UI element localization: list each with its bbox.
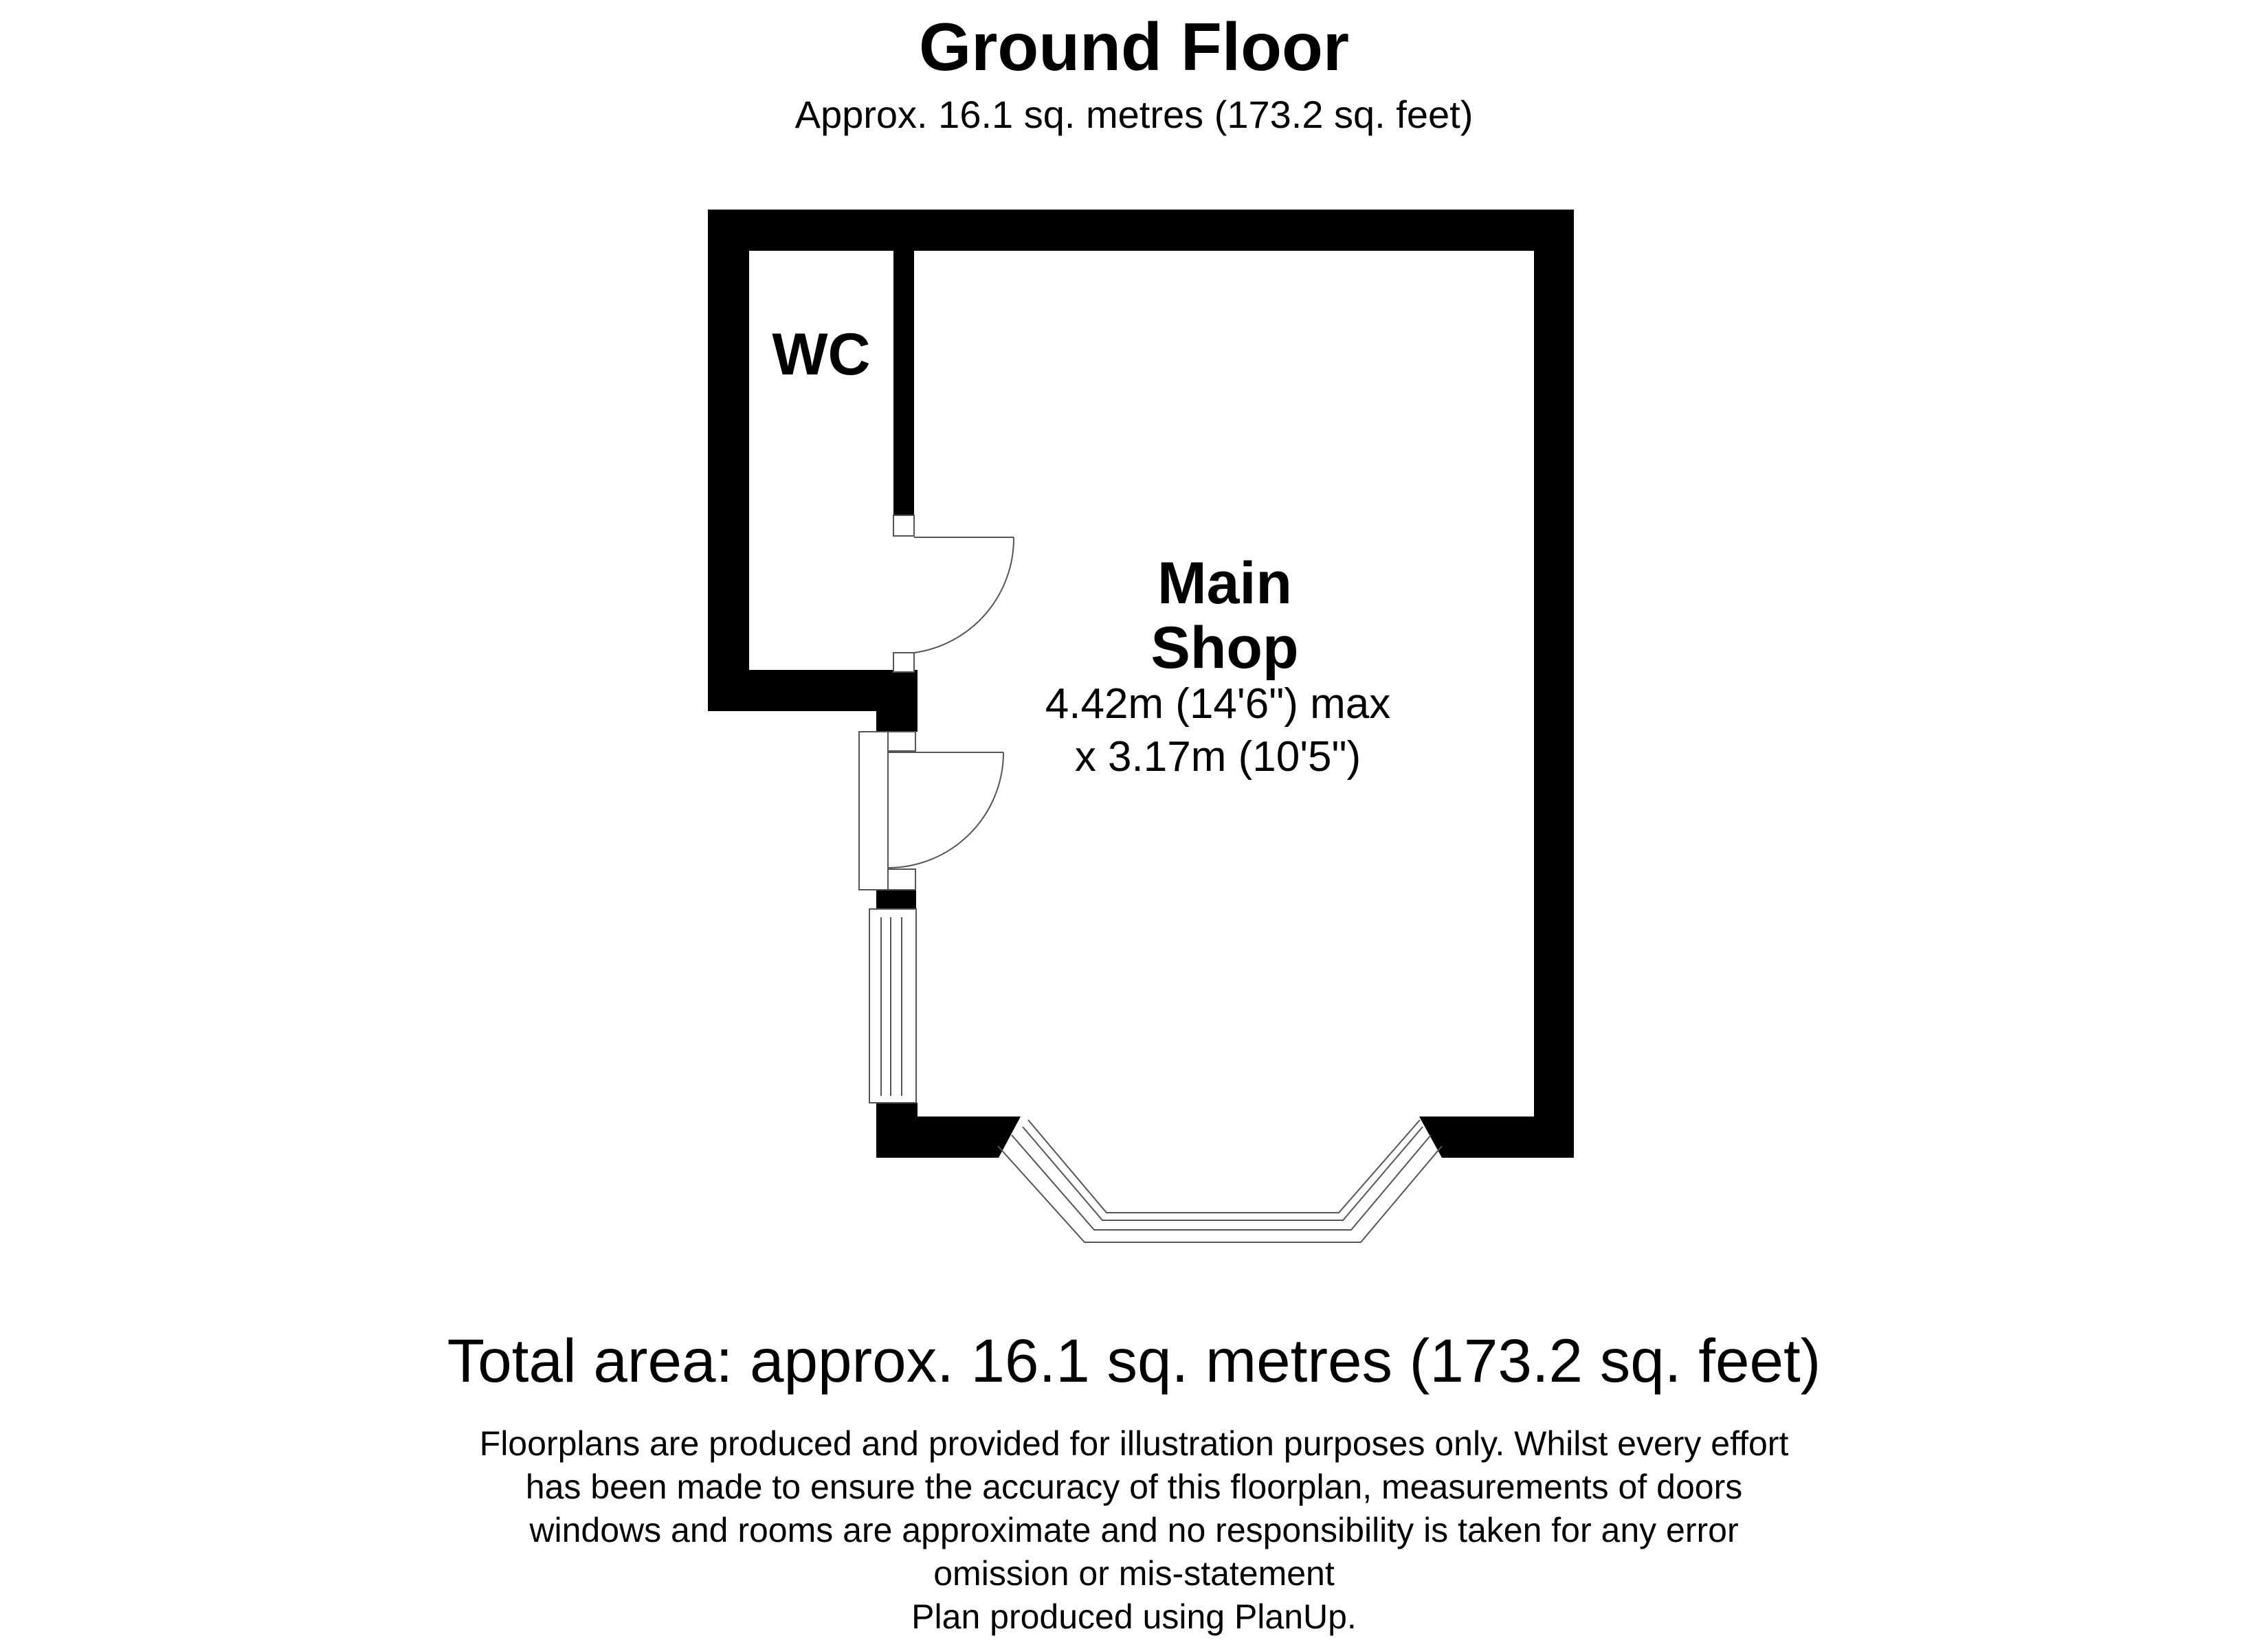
wc-door-jamb-bottom (893, 653, 914, 672)
main-shop-label-line1: Main (1157, 550, 1292, 616)
bay-window-inner-1 (1012, 1135, 1431, 1230)
wc-door-swing (914, 537, 1014, 653)
entrance-door-jamb-top (888, 732, 915, 751)
wall-bottom-right (1419, 1117, 1574, 1158)
wall-corner-block (876, 670, 918, 732)
wall-top (708, 210, 1574, 251)
wall-wc-left (708, 210, 749, 711)
floor-area: Approx. 16.1 sq. metres (173.2 sq. feet) (794, 93, 1474, 136)
floor-title: Ground Floor (919, 9, 1349, 85)
disclaimer-line: has been made to ensure the accuracy of this floorplan, measurements of doors (525, 1468, 1743, 1506)
main-shop-dimensions-line2: x 3.17m (10'5") (1074, 733, 1361, 781)
wc-label: WC (772, 322, 871, 388)
entrance-door-frame (859, 732, 888, 890)
wall-wc-partition (893, 251, 914, 515)
wall-right (1534, 210, 1574, 1158)
disclaimer-line: windows and rooms are approximate and no responsibility is taken for any error (529, 1511, 1739, 1549)
wall-bottom-left (876, 1117, 1021, 1158)
bay-window-outer (998, 1146, 1442, 1242)
entrance-door-swing (888, 752, 1003, 868)
wc-door-jamb-top (893, 515, 914, 536)
disclaimer-credit: Plan produced using PlanUp. (911, 1597, 1357, 1636)
disclaimer (344, 1422, 1924, 1639)
side-window-frame (869, 909, 916, 1103)
total-area: Total area: approx. 16.1 sq. metres (173.2 sq. feet) (447, 1326, 1821, 1395)
wall-stub (876, 890, 916, 909)
main-shop-label-line2: Shop (1150, 615, 1299, 681)
disclaimer-line: Floorplans are produced and provided for illustration purposes only. Whilst every effort (479, 1424, 1789, 1463)
bay-window-inner-2 (1023, 1127, 1423, 1220)
main-shop-dimensions-line1: 4.42m (14'6") max (1045, 680, 1391, 728)
disclaimer-line: omission or mis-statement (933, 1554, 1335, 1593)
entrance-door-jamb-bottom (888, 869, 915, 890)
